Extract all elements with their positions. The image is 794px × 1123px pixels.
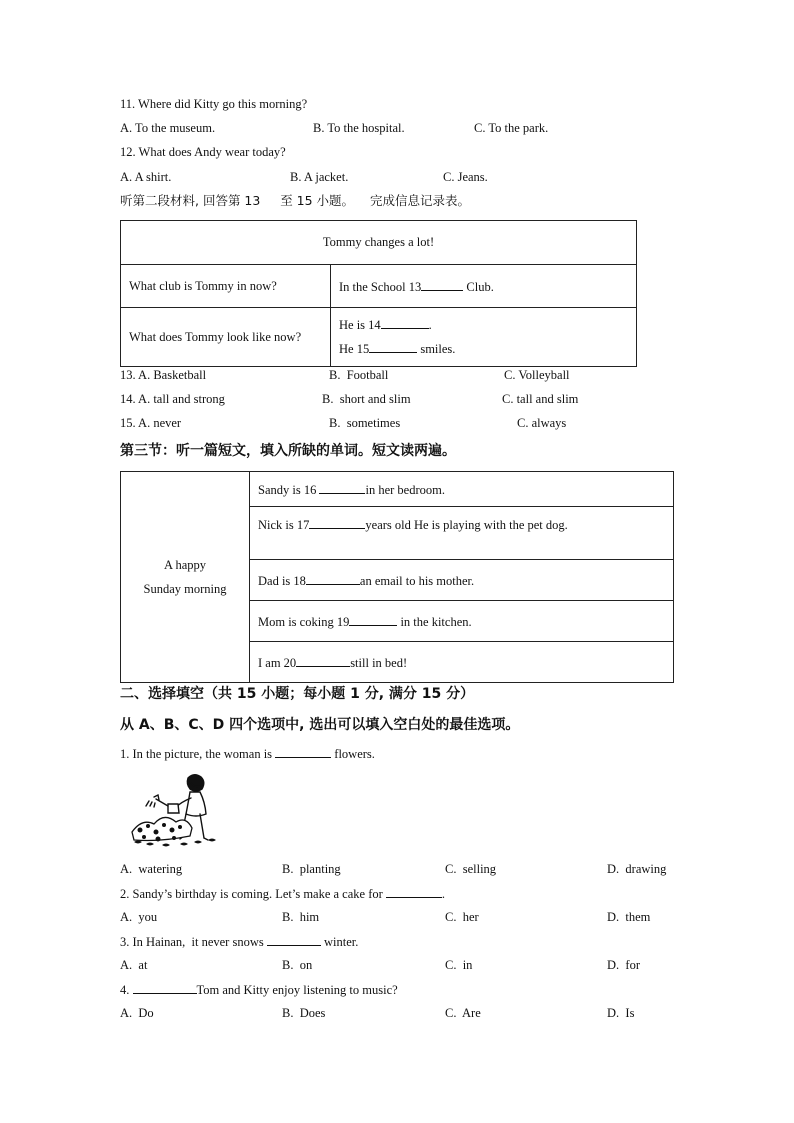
blank-q4[interactable] — [133, 981, 197, 994]
info-record-table — [120, 220, 637, 367]
q3-option-c: C. in — [445, 958, 473, 972]
blank-20[interactable] — [296, 654, 350, 667]
q11-option-a: A. To the museum. — [120, 121, 216, 135]
question-2: 2. Sandy’s birthday is coming. Let’s make a cake for . — [120, 887, 446, 901]
table2-row-16: Sandy is 16 in her bedroom. — [250, 472, 674, 507]
table1-row1-question: What club is Tommy in now? — [121, 265, 331, 308]
q1-option-a: A. watering — [120, 862, 183, 876]
section3-title: 第三节：听一篇短文，填入所缺的单词。短文读两遍。 — [120, 443, 456, 459]
table2-row-18: Dad is 18 an email to his mother. — [250, 560, 674, 601]
q3-option-b: B. on — [282, 958, 313, 972]
q3-option-a: A. at — [120, 958, 148, 972]
q12-option-b: B. A jacket. — [290, 170, 349, 184]
q2-option-c: C. her — [445, 910, 479, 924]
q1-option-b: B. planting — [282, 862, 341, 876]
blank-14[interactable] — [381, 316, 429, 329]
table1-row1-answer: In the School 13 Club. — [331, 265, 637, 308]
blank-q1[interactable] — [275, 745, 331, 758]
q15-option-a: 15. A. never — [120, 416, 182, 430]
table1-row2-question: What does Tommy look like now? — [121, 308, 331, 367]
q12-option-c: C. Jeans. — [443, 170, 488, 184]
q15-option-c: C. always — [517, 416, 567, 430]
blank-16[interactable] — [319, 481, 365, 494]
blank-18[interactable] — [306, 572, 360, 585]
table1-row2-answer: He is 14 . He 15 smiles. — [331, 308, 637, 367]
table2-row-17: Nick is 17 years old He is playing with the pet dog. — [250, 507, 674, 560]
q2-option-b: B. him — [282, 910, 320, 924]
part2-subheading: 从 A、B、C、D 四个选项中, 选出可以填入空白处的最佳选项。 — [120, 717, 520, 733]
woman-watering-picture — [128, 770, 220, 850]
question-12: 12. What does Andy wear today? — [120, 145, 286, 159]
section2-instruction: 听第二段材料, 回答第 13 至 15 小题。 完成信息记录表。 — [120, 193, 470, 208]
blank-q2[interactable] — [386, 885, 442, 898]
question-3: 3. In Hainan, it never snows winter. — [120, 935, 359, 949]
q1-option-d: D. drawing — [607, 862, 667, 876]
part2-heading: 二、选择填空（共 15 小题；每小题 1 分, 满分 15 分） — [120, 686, 475, 702]
table2-row-20: I am 20 still in bed! — [250, 642, 674, 683]
blank-17[interactable] — [309, 516, 365, 529]
q14-option-a: 14. A. tall and strong — [120, 392, 225, 406]
q14-option-c: C. tall and slim — [502, 392, 579, 406]
q13-option-c: C. Volleyball — [504, 368, 570, 382]
table1-title: Tommy changes a lot! — [121, 221, 637, 265]
short-passage-table — [120, 471, 674, 683]
table2-row-19: Mom is coking 19 in the kitchen. — [250, 601, 674, 642]
table2-label: A happy Sunday morning — [121, 472, 250, 683]
blank-13[interactable] — [421, 278, 463, 291]
q3-option-d: D. for — [607, 958, 640, 972]
q4-option-d: D. Is — [607, 1006, 635, 1020]
q2-option-d: D. them — [607, 910, 651, 924]
q4-option-a: A. Do — [120, 1006, 154, 1020]
blank-15[interactable] — [369, 340, 417, 353]
q13-option-a: 13. A. Basketball — [120, 368, 207, 382]
q11-option-b: B. To the hospital. — [313, 121, 405, 135]
question-11: 11. Where did Kitty go this morning? — [120, 97, 308, 111]
blank-q3[interactable] — [267, 933, 321, 946]
q1-option-c: C. selling — [445, 862, 497, 876]
q14-option-b: B. short and slim — [322, 392, 411, 406]
blank-19[interactable] — [349, 613, 397, 626]
q15-option-b: B. sometimes — [329, 416, 401, 430]
q11-option-c: C. To the park. — [474, 121, 549, 135]
question-1: 1. In the picture, the woman is flowers. — [120, 747, 375, 761]
q13-option-b: B. Football — [329, 368, 389, 382]
q12-option-a: A. A shirt. — [120, 170, 172, 184]
q4-option-b: B. Does — [282, 1006, 326, 1020]
q2-option-a: A. you — [120, 910, 158, 924]
question-4: 4. Tom and Kitty enjoy listening to music? — [120, 983, 398, 997]
q4-option-c: C. Are — [445, 1006, 481, 1020]
